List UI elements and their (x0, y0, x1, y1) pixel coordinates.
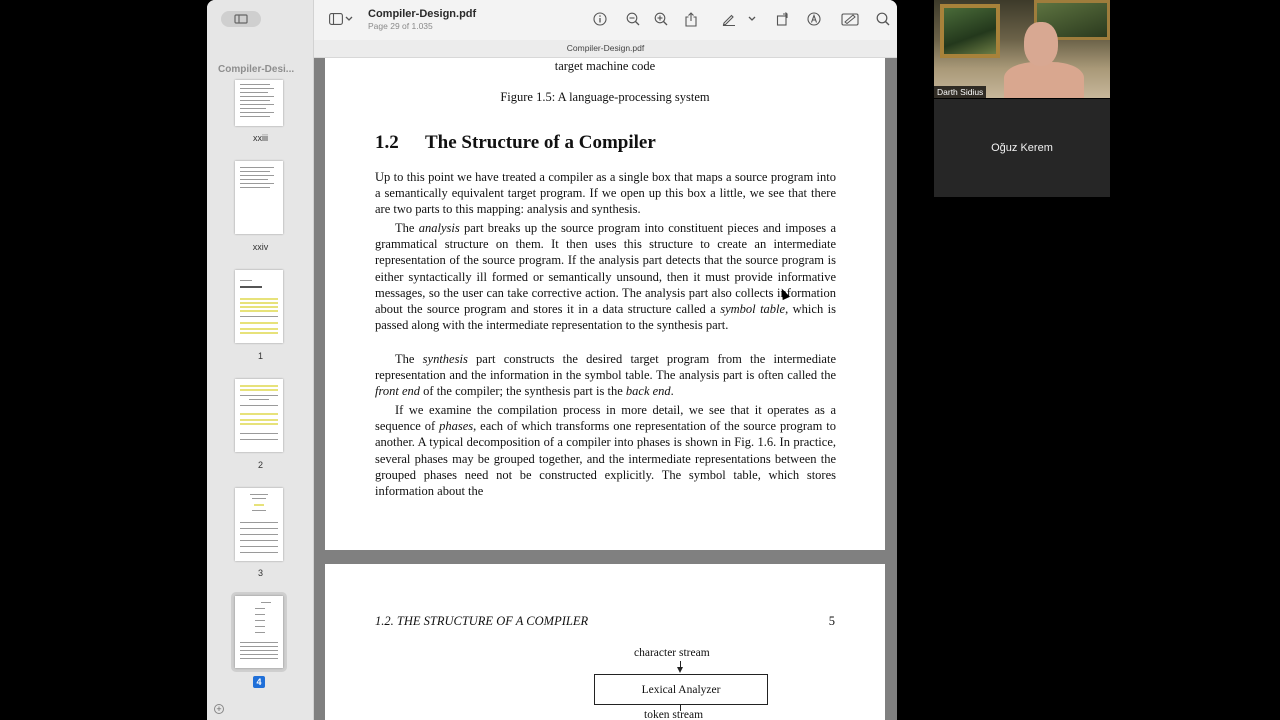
page-count: Page 29 of 1.035 (368, 21, 433, 31)
search-icon[interactable] (875, 11, 891, 27)
pdf-page (325, 58, 885, 550)
thumbnail-label: xxiv (252, 242, 269, 252)
paragraph: Up to this point we have treated a compiler as a single box that maps a source program into a semantically equivalent target program. If we open up this box a little, we see that there are two parts to this mapping: analysis and synthesis. (375, 170, 836, 217)
thumbnail-label: xxiii (253, 133, 268, 143)
figure-label: target machine code (554, 59, 656, 73)
toolbar (314, 0, 897, 40)
page-thumbnail[interactable] (235, 80, 283, 126)
chevron-down-icon[interactable] (747, 11, 757, 27)
participant-head (1024, 22, 1058, 66)
document-tab[interactable]: Compiler-Design.pdf (566, 43, 645, 53)
sidebar-view-toggle[interactable] (221, 11, 261, 27)
flow-label-top: character stream (634, 647, 710, 659)
sidebar-icon[interactable] (328, 11, 344, 27)
figure-caption: Figure 1.5: A language-processing system (500, 90, 710, 104)
zoom-in-icon[interactable] (653, 11, 669, 27)
share-icon[interactable] (683, 11, 699, 27)
sidebar-document-title: Compiler-Desi... (218, 64, 295, 75)
section-title: The Structure of a Compiler (425, 132, 656, 153)
background-painting (940, 4, 1000, 58)
participant-body (1004, 62, 1084, 98)
flow-arrow-head (677, 667, 683, 673)
thumbnail-label: 3 (257, 568, 263, 578)
add-page-icon[interactable]: + (214, 704, 224, 714)
video-call-panel (934, 0, 1110, 197)
markup-pen-icon[interactable] (721, 11, 737, 27)
lexical-analyzer-box: Lexical Analyzer (594, 674, 768, 705)
accessibility-icon[interactable] (806, 11, 822, 27)
zoom-out-icon[interactable] (625, 11, 641, 27)
page-number: 5 (828, 614, 835, 628)
rotate-icon[interactable] (775, 11, 791, 27)
flow-label-bottom: token stream (644, 709, 704, 720)
current-page-badge: 4 (253, 676, 265, 688)
annotate-icon[interactable] (840, 11, 860, 27)
participant-name-tag: Darth Sidius (934, 86, 986, 98)
page-thumbnail-current[interactable] (235, 596, 283, 668)
section-number: 1.2 (375, 132, 399, 153)
running-head: 1.2. THE STRUCTURE OF A COMPILER (375, 614, 589, 628)
thumbnail-label: 1 (257, 351, 263, 361)
document-tab-bar (314, 40, 897, 58)
participant-tile[interactable] (934, 99, 1110, 197)
section-heading (375, 132, 656, 154)
page-thumbnail[interactable] (235, 270, 283, 343)
pdf-page (325, 564, 885, 720)
document-view[interactable] (314, 58, 897, 720)
page-thumbnail[interactable] (235, 161, 283, 234)
preview-window (207, 0, 897, 720)
paragraph: The synthesis part constructs the desired target program from the intermediate representation and the information in the symbol table. The analysis part is often called the front end of the compiler; the synthesis part is the back end. (375, 352, 836, 399)
paragraph: The analysis part breaks up the source program into constituent pieces and imposes a grammatical structure on them. It then uses this structure to create an intermediate representation of the source program. If the analysis part detects that the source program is either syntactically ill formed or semantically unsound, then it must provide informative messages, so the user can take corrective action. The analysis part also collects information about the source program and stores it in a data structure called a symbol table, which is passed along with the intermediate representation to the synthesis part. (375, 221, 836, 333)
thumbnail-sidebar (207, 0, 314, 720)
chevron-down-icon[interactable] (344, 11, 354, 27)
page-thumbnail[interactable] (235, 379, 283, 452)
participant-name: Oğuz Kerem (991, 142, 1053, 154)
thumbnails-icon (234, 14, 248, 24)
page-thumbnail[interactable] (235, 488, 283, 561)
participant-video-tile[interactable] (934, 0, 1110, 98)
paragraph: If we examine the compilation process in more detail, we see that it operates as a sequence of phases, each of which transforms one representation of the source program to another. A typical decomposition of a compiler into phases is shown in Fig. 1.6. In practice, several phases may be grouped together, and the intermediate representations between the grouped phases need not be constructed explicitly. The symbol table, which stores information about the (375, 403, 836, 499)
document-title: Compiler-Design.pdf (368, 8, 477, 20)
info-icon[interactable] (592, 11, 608, 27)
thumbnail-label: 2 (257, 460, 263, 470)
